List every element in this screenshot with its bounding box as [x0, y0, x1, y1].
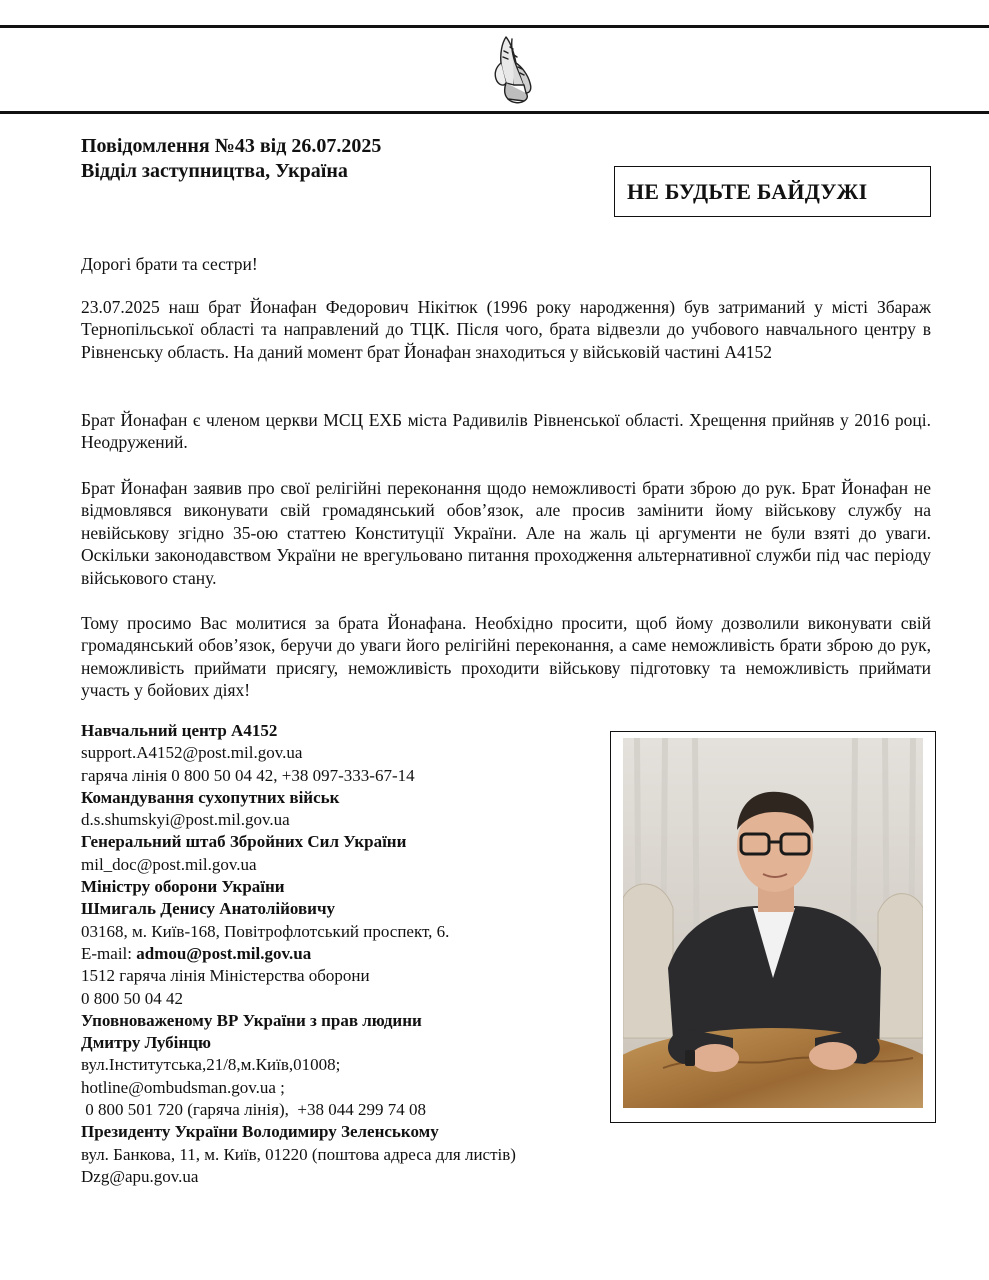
portrait-photo	[623, 738, 923, 1108]
contact-ground-forces: Командування сухопутних військ	[81, 787, 340, 807]
contact-phone: 0 800 501 720 (гаряча лінія), +38 044 299 74 08	[81, 1100, 426, 1120]
contact-ombudsman-name: Дмитру Лубінцю	[81, 1033, 211, 1053]
contact-hotline: 1512 гаряча лінія Міністерства оборони	[81, 966, 370, 986]
contact-list	[81, 720, 601, 1188]
contact-defense-minister: Міністру оборони України	[81, 877, 285, 897]
letter-department: Відділ заступництва, Україна	[81, 160, 348, 182]
paragraph-convictions	[81, 477, 931, 589]
contact-email[interactable]: mil_doc@post.mil.gov.ua	[81, 854, 257, 874]
greeting-text: Дорогі брати та сестри!	[81, 254, 258, 274]
contact-email[interactable]: d.s.shumskyi@post.mil.gov.ua	[81, 810, 290, 830]
notice-text: НЕ БУДЬТЕ БАЙДУЖІ	[627, 179, 868, 204]
contact-email[interactable]: hotline@ombudsman.gov.ua ;	[81, 1077, 285, 1097]
contact-general-staff: Генеральний штаб Збройних Сил України	[81, 832, 407, 852]
contact-email[interactable]: support.A4152@post.mil.gov.ua	[81, 743, 303, 763]
praying-hands-icon	[484, 33, 548, 105]
contact-email[interactable]: admou@post.mil.gov.ua	[136, 943, 312, 963]
greeting	[81, 253, 931, 275]
contact-address: вул. Банкова, 11, м. Київ, 01220 (поштова адреса для листів)	[81, 1144, 516, 1164]
paragraph-text: Брат Йонафан є членом церкви МСЦ ЕХБ міста Радивилів Рівненської області. Хрещення прийняв у 2016 році. Неодружений.	[81, 410, 931, 453]
notice-box	[614, 166, 931, 217]
letter-title: Повідомлення №43 від 26.07.2025	[81, 135, 382, 157]
contact-email[interactable]: Dzg@apu.gov.ua	[81, 1166, 199, 1186]
photo-frame	[610, 731, 936, 1123]
letter-header	[81, 134, 381, 184]
paragraph-prayer-request	[81, 612, 931, 702]
paragraph-text: Тому просимо Вас молитися за брата Йонафана. Необхідно просити, щоб йому дозволили виконувати свій громадянський обов’язок, беручи до уваги його релігійні переконання, а саме неможливість брати зброю до рук, неможливість приймати присягу, неможливість проходити військову підготовку та неможливість приймати участь у бойових діях!	[81, 613, 931, 701]
contact-ombudsman: Уповноваженому ВР України з прав людини	[81, 1010, 422, 1030]
contact-email-line	[81, 943, 601, 965]
contact-address: вул.Інститутська,21/8,м.Київ,01008;	[81, 1055, 341, 1075]
paragraph-text: Брат Йонафан заявив про свої релігійні переконання щодо неможливості брати зброю до рук. Брат Йонафан не відмовлявся виконувати свій громадянський обов’язок, але просив замінити йому військову службу на невійськову згідно 35-ою статтею Конституції України. Але на жаль ці аргументи не були взяті до уваги. Оскільки законодавством України не врегульовано питання проходження альтернативної служби під час періоду військового стану.	[81, 478, 931, 588]
top-rule	[0, 25, 989, 28]
contact-phone: 0 800 50 04 42	[81, 988, 183, 1008]
contact-president: Президенту України Володимиру Зеленському	[81, 1122, 439, 1142]
contact-phone: гаряча лінія 0 800 50 04 42, +38 097-333-67-14	[81, 765, 415, 785]
email-label: E-mail:	[81, 943, 137, 963]
contact-defense-minister-name: Шмигаль Денису Анатолійовичу	[81, 899, 336, 919]
bottom-rule	[0, 111, 989, 114]
contact-address: 03168, м. Київ-168, Повітрофлотський проспект, 6.	[81, 921, 450, 941]
paragraph-church	[81, 409, 931, 454]
paragraph-arrest	[81, 296, 931, 363]
contact-training-center: Навчальний центр А4152	[81, 721, 278, 740]
paragraph-text: 23.07.2025 наш брат Йонафан Федорович Нікітюк (1996 року народження) був затриманий у місті Збараж Тернопільської області та направлений до ТЦК. Після чого, брата відвезли до учбового навчального центру в Рівненську область. На даний момент брат Йонафан знаходиться у військовій частині А4152	[81, 297, 931, 362]
